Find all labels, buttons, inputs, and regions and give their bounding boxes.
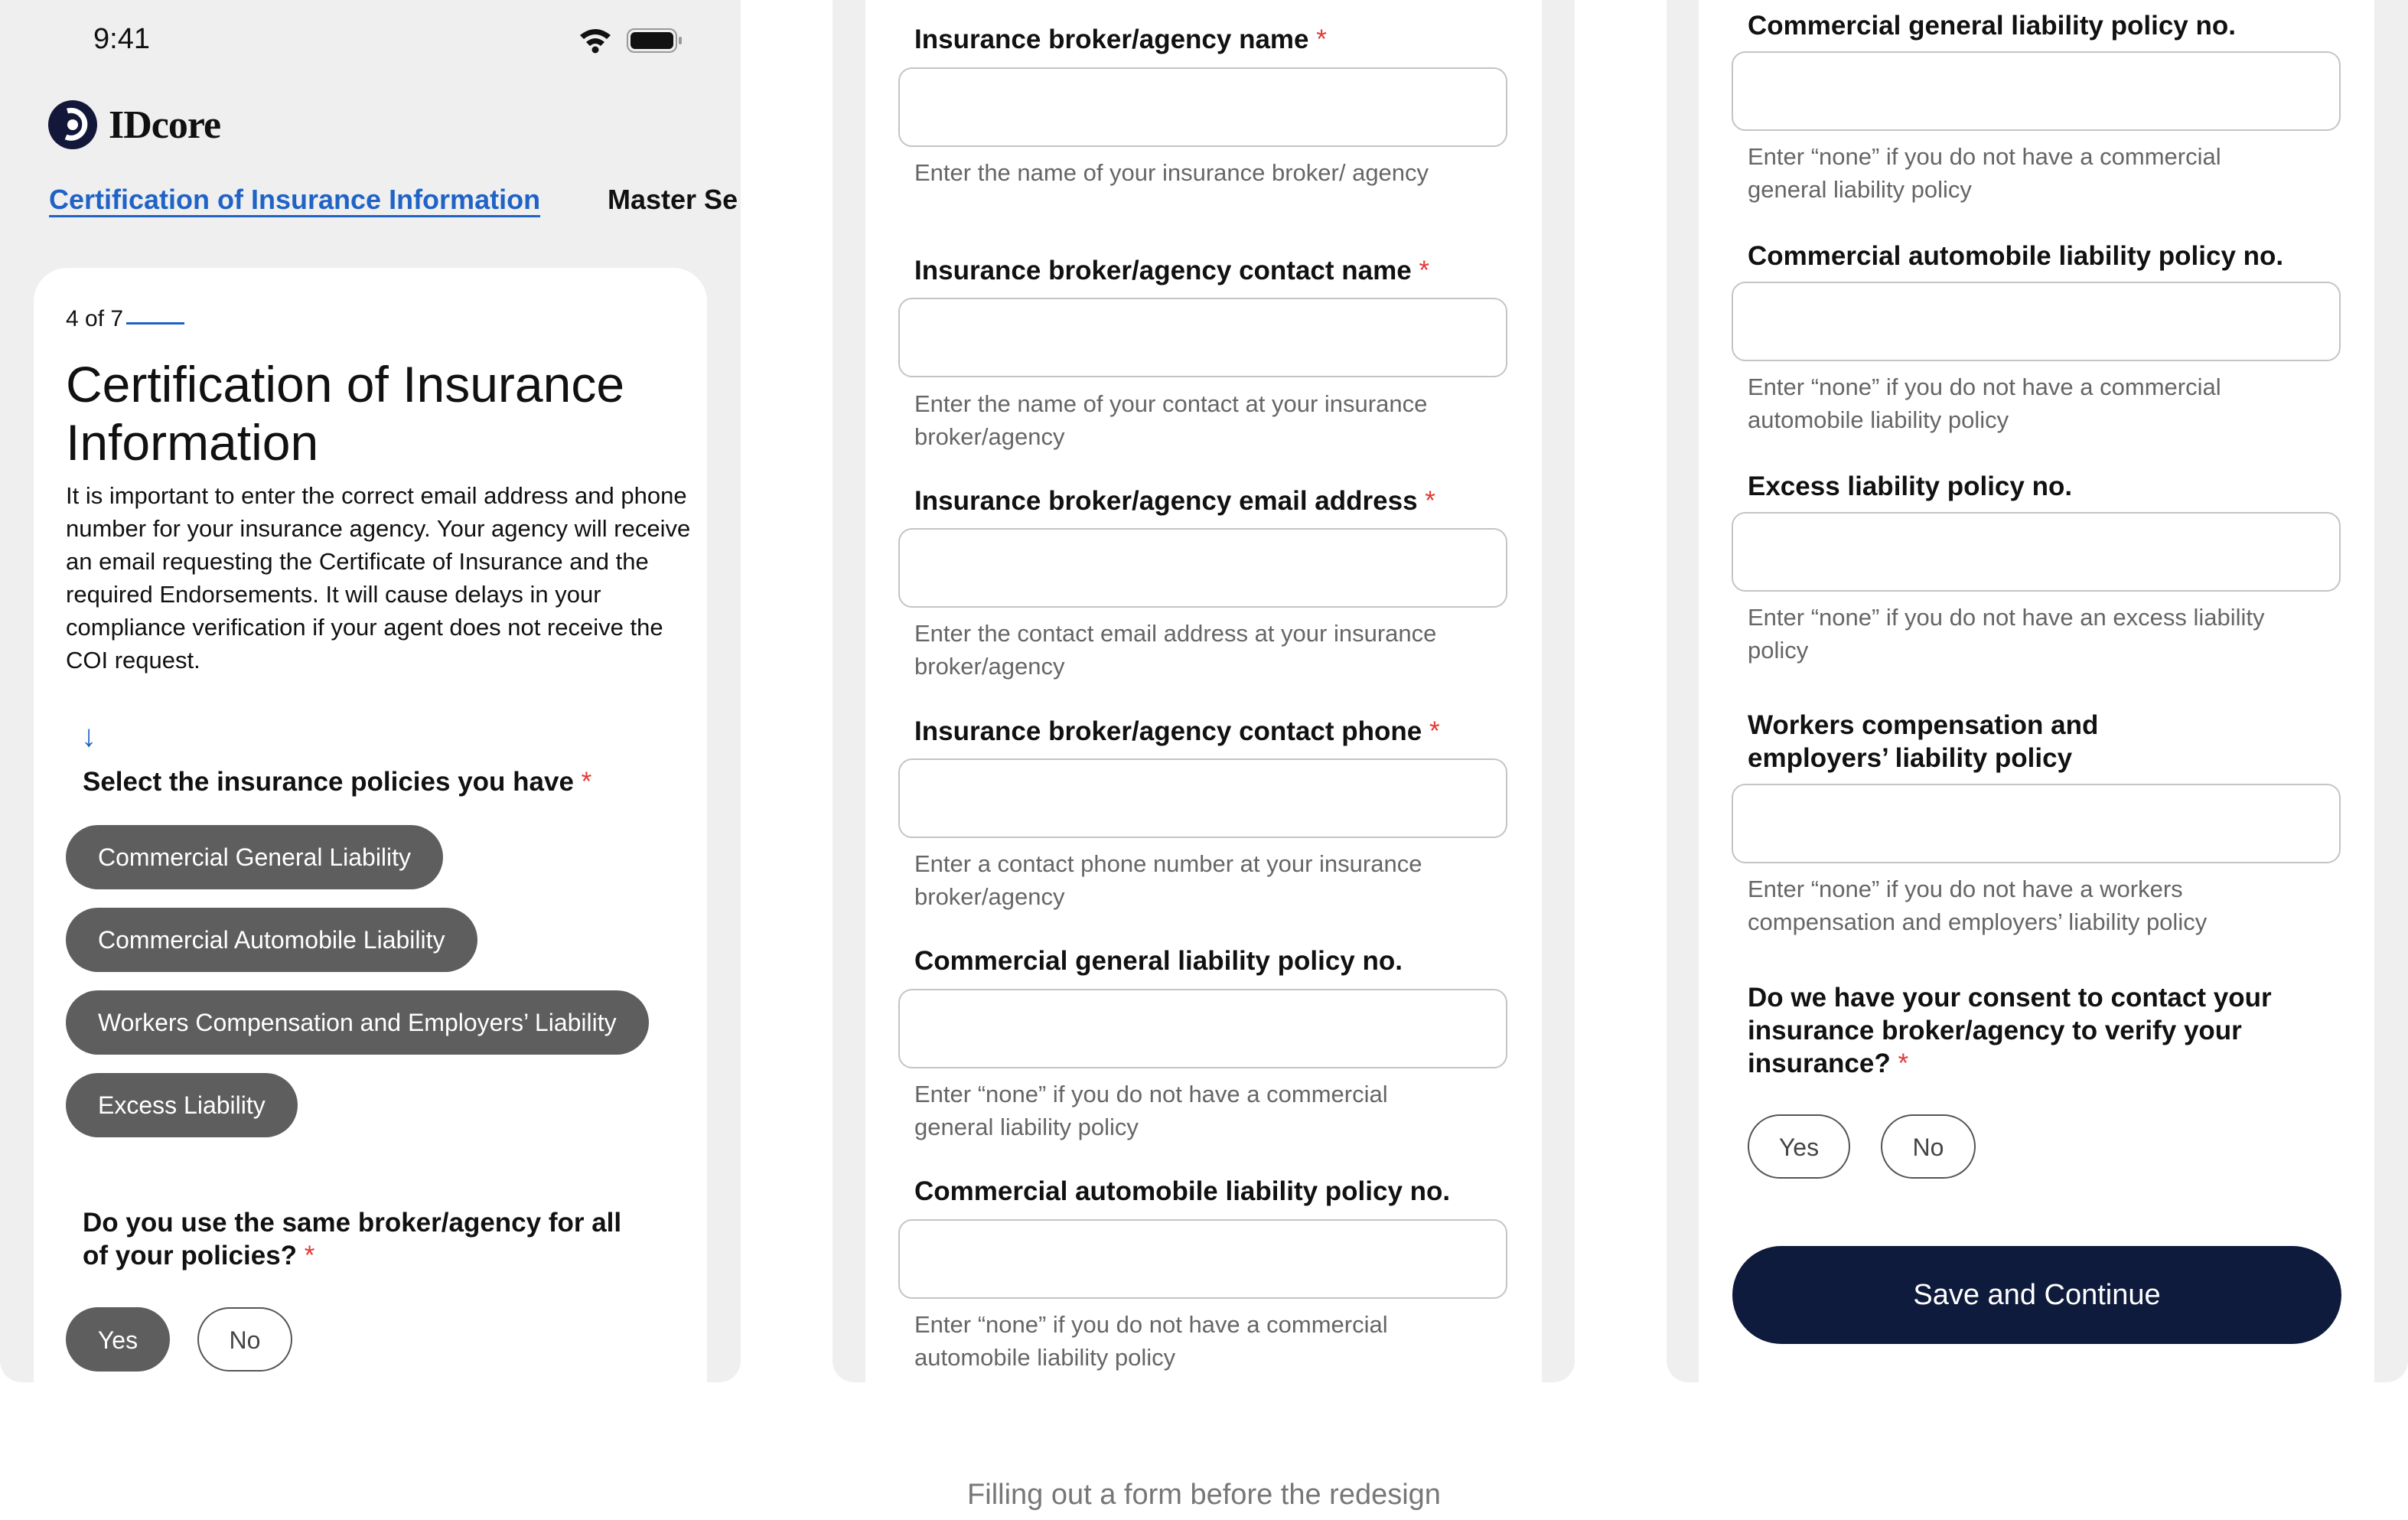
save-and-continue-button[interactable]: Save and Continue (1732, 1246, 2341, 1344)
figure-caption: Filling out a form before the redesign (967, 1479, 1441, 1511)
status-icons (578, 26, 686, 57)
policies-question-label (83, 765, 695, 798)
broker-contact-name-label (914, 254, 1527, 287)
policy-chip-workers-compensation[interactable]: Workers Compensation and Employers’ Liability (66, 990, 649, 1055)
required-mark: * (1429, 716, 1440, 746)
battery-icon (627, 29, 682, 52)
broker-phone-label (914, 715, 1527, 748)
consent-no-button[interactable]: No (1881, 1114, 1976, 1179)
general-liability-help: Enter “none” if you do not have a commercial general liability policy (1748, 143, 2221, 203)
broker-name-label-text: Insurance broker/agency name (914, 24, 1309, 54)
required-mark: * (304, 1241, 315, 1270)
broker-email-label (914, 484, 1527, 517)
phone-screen-1 (0, 0, 741, 1382)
excess-liability-label: Excess liability policy no. (1748, 471, 2073, 501)
arrow-down-icon: ↓ (81, 719, 96, 753)
workers-comp-help: Enter “none” if you do not have a workers compensation and employers’ liability policy (1748, 876, 2208, 935)
policies-question-text: Select the insurance policies you have (83, 767, 574, 797)
tab-certification-of-insurance[interactable]: Certification of Insurance Information (49, 184, 541, 215)
automobile-liability-help: Enter “none” if you do not have a commercial automobile liability policy (1748, 373, 2221, 433)
status-time: 9:41 (93, 23, 150, 55)
intro-text: It is important to enter the correct email address and phone number for your insurance agency. Your agency will receive an email requesting the Certificate of Insurance and the required Endorsements. It will cause delays in your compliance verification if your agent does not receive the COI request. (66, 482, 691, 674)
broker-name-help: Enter the name of your insurance broker/ agency (914, 159, 1429, 186)
general-liability-input[interactable] (898, 989, 1507, 1068)
excess-liability-help: Enter “none” if you do not have an excess liability policy (1748, 604, 2265, 664)
brand-name: IDcore (109, 103, 221, 147)
broker-email-help: Enter the contact email address at your insurance broker/agency (914, 620, 1437, 680)
policy-chip-commercial-general[interactable]: Commercial General Liability (66, 825, 443, 889)
required-mark: * (1316, 24, 1327, 54)
step-indicator (66, 306, 184, 332)
broker-name-label (914, 23, 1527, 56)
automobile-liability-label: Commercial automobile liability policy no. (1748, 241, 2284, 271)
same-broker-no-button[interactable]: No (197, 1307, 292, 1372)
same-broker-question-text: Do you use the same broker/agency for all of your policies? (83, 1208, 622, 1270)
consent-question-text: Do we have your consent to contact your insurance broker/agency to verify your insurance? (1748, 983, 2272, 1078)
automobile-liability-input[interactable] (898, 1219, 1507, 1299)
consent-yes-button[interactable]: Yes (1748, 1114, 1850, 1179)
broker-email-input[interactable] (898, 528, 1507, 608)
consent-question-label (1748, 981, 2329, 1080)
broker-email-label-text: Insurance broker/agency email address (914, 486, 1418, 516)
page-title: Certification of Insurance Information (66, 356, 625, 471)
tab-master-services[interactable]: Master Se (608, 184, 738, 215)
step-progress-line (126, 322, 184, 325)
broker-phone-label-text: Insurance broker/agency contact phone (914, 716, 1422, 746)
broker-contact-name-input[interactable] (898, 298, 1507, 377)
same-broker-yes-button[interactable]: Yes (66, 1307, 170, 1372)
policy-chip-excess-liability[interactable]: Excess Liability (66, 1073, 298, 1137)
broker-phone-help: Enter a contact phone number at your insurance broker/agency (914, 850, 1422, 910)
workers-comp-label: Workers compensation and employers’ liability policy (1748, 710, 2099, 773)
idcore-logo-icon (47, 99, 98, 150)
form-card (34, 268, 707, 1382)
phone-screen-3 (1667, 0, 2408, 1382)
form-card (865, 0, 1542, 1382)
general-liability-input[interactable] (1732, 51, 2341, 131)
same-broker-question-label (83, 1206, 649, 1272)
broker-contact-name-help: Enter the name of your contact at your insurance broker/agency (914, 390, 1428, 450)
required-mark: * (581, 767, 592, 797)
required-mark: * (1425, 486, 1435, 516)
policy-chip-commercial-automobile[interactable]: Commercial Automobile Liability (66, 908, 477, 972)
workers-comp-input[interactable] (1732, 784, 2341, 863)
general-liability-label: Commercial general liability policy no. (914, 946, 1403, 976)
wifi-icon (580, 29, 611, 54)
automobile-liability-input[interactable] (1732, 282, 2341, 361)
section-tabs (0, 184, 741, 230)
excess-liability-input[interactable] (1732, 512, 2341, 592)
general-liability-help: Enter “none” if you do not have a commercial general liability policy (914, 1081, 1388, 1140)
broker-name-input[interactable] (898, 67, 1507, 147)
phone-screen-2 (833, 0, 1575, 1382)
required-mark: * (1898, 1049, 1909, 1078)
step-text: 4 of 7 (66, 306, 124, 331)
form-card (1699, 0, 2374, 1382)
brand-logo[interactable] (47, 99, 292, 156)
broker-contact-name-label-text: Insurance broker/agency contact name (914, 256, 1412, 285)
automobile-liability-label: Commercial automobile liability policy no. (914, 1176, 1451, 1206)
general-liability-label: Commercial general liability policy no. (1748, 11, 2236, 41)
required-mark: * (1419, 256, 1430, 285)
automobile-liability-help: Enter “none” if you do not have a commercial automobile liability policy (914, 1311, 1388, 1371)
broker-phone-input[interactable] (898, 758, 1507, 838)
